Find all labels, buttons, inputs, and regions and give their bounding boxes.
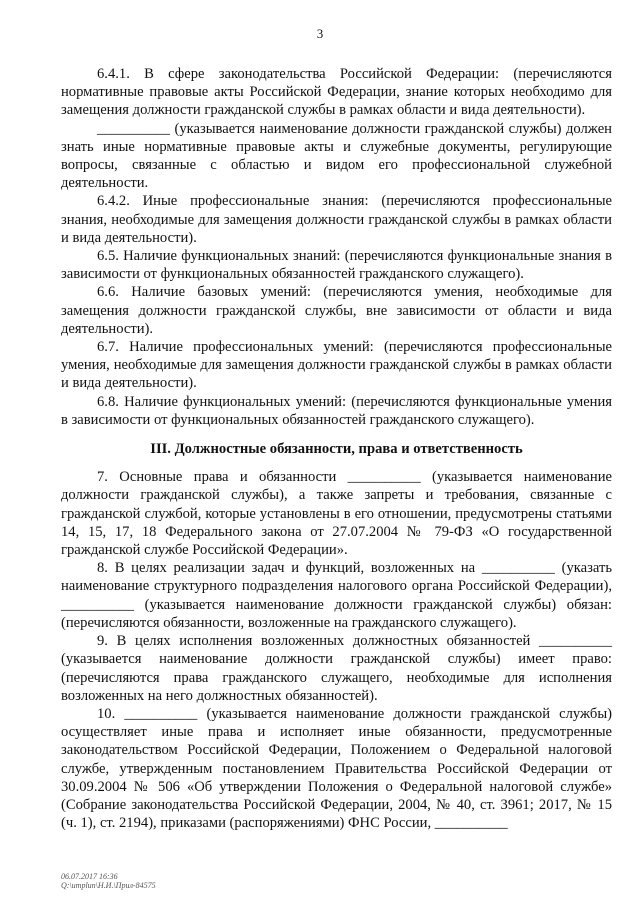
paragraph-7: 7. Основные права и обязанности __________ (указывается наименование должности гражданской службы), а также запреты и требования, связанные с гражданской службой, которые установлены в его отношении, предусмотрены статьями 14, 15, 17, 18 Федерального закона от 27.07.2004 № 79-ФЗ «О государственной гражданской службе Российской Федерации». [61,469,612,559]
paragraph-6-8: 6.8. Наличие функциональных умений: (перечисляются функциональные умения в зависимости от функциональных обязанностей гражданского служащего). [61,393,612,428]
page-number: 3 [316,26,324,41]
file-footer [61,872,156,890]
paragraph-8: 8. В целях реализации задач и функций, возложенных на __________ (указать наименование структурного подразделения налогового органа Российской Федерации), __________ (указывается наименование должности гражданской службы) обязан: (перечисляются обязанности, возложенные на гражданского служащего). [61,560,612,631]
section-heading: III. Должностные обязанности, права и ответственность [150,441,523,458]
paragraph-9: 9. В целях исполнения возложенных должностных обязанностей __________ (указывается наименование должности гражданской службы) имеет право: (перечисляются права гражданского служащего, необходимые для исполнения возложенных на него должностных обязанностей). [61,633,612,704]
footer-timestamp: 06.07.2017 16:36 [61,872,118,881]
document-body [61,65,612,832]
paragraph-position-knowledge: __________ (указывается наименование должности гражданской службы) должен знать иные нормативные правовые акты и служебные документы, регулирующие вопросы, связанные с областью и видом его профессиональной служебной деятельности. [61,120,612,192]
paragraph-6-4-2: 6.4.2. Иные профессиональные знания: (перечисляются профессиональные знания, необходимые для замещения должности гражданской службы в рамках области и вида деятельности). [61,193,612,246]
paragraph-6-4-1: 6.4.1. В сфере законодательства Российской Федерации: (перечисляются нормативные правовые акты Российской Федерации, знание которых необходимо для замещения должности гражданской службы в рамках области и вида деятельности). [61,66,612,119]
footer-file-path: Q:\umplun\Н.И.\Прил-84575 [61,881,156,890]
paragraph-6-6: 6.6. Наличие базовых умений: (перечисляются умения, необходимые для замещения должности гражданской службы, вне зависимости от области и вида деятельности). [61,284,612,337]
paragraph-6-5: 6.5. Наличие функциональных знаний: (перечисляются функциональные знания в зависимости от функциональных обязанностей гражданского служащего). [61,248,612,283]
paragraph-6-7: 6.7. Наличие профессиональных умений: (перечисляются профессиональные умения, необходимые для замещения должности гражданской службы в рамках области и вида деятельности). [61,339,612,392]
paragraph-10: 10. __________ (указывается наименование должности гражданской службы) осуществляет иные права и исполняет иные обязанности, предусмотренные законодательством Российской Федерации, Положением о Федеральной налоговой службе, утвержденным постановлением Правительства Российской Федерации от 30.09.2004 № 506 «Об утверждении Положения о Федеральной налоговой службе» (Собрание законодательства Российской Федерации, 2004, № 40, ст. 3961; 2017, № 15 (ч. 1), ст. 2194), приказами (распоряжениями) ФНС России, __________ [61,705,612,832]
